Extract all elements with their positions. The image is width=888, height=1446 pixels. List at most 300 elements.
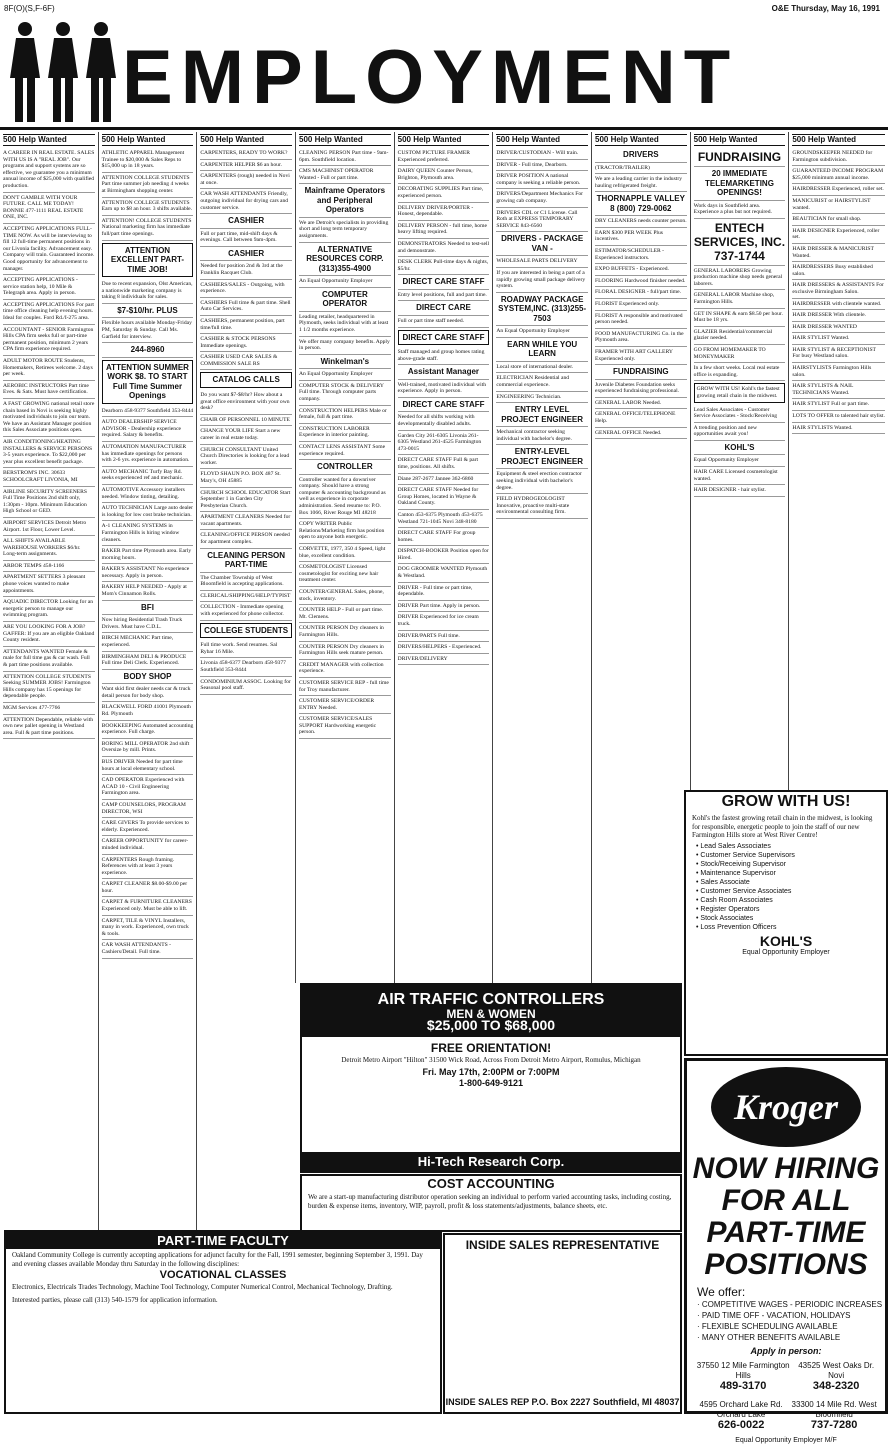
classified-ad: Work days in Southfield area. Experience a plus but not required. [694,201,786,219]
classified-ad: GET IN SHAPE & earn $8.50 per hour. Must be 18 yrs. [694,309,786,327]
classified-ad: CHANGE YOUR LIFE Start a new career in real estate today. [200,426,292,444]
classified-ad: AIRPORT SERVICES Detroit Metro Airport. 1st Floor, Lower Level. [3,518,95,536]
kroger-benefit: · COMPETITIVE WAGES - PERIODIC INCREASES [697,1300,883,1309]
classified-ad: AIR CONDITIONING/HEATING INSTALLERS & SERVICE PERSONS 3-5 years experience. To $22,000 per year plus excellent benefit package. [3,437,95,468]
folio-right: O&E Thursday, May 16, 1991 [771,4,880,13]
classified-ad: ATTENTION COLLEGE STUDENTS Part time summer job needing 4 weeks at Birmingham shopping center. [102,173,194,198]
classified-ad: HAIRSTYLISTS Farmington Hills salon. [792,363,885,381]
kroger-store-row [687,1357,885,1396]
classified-ad: CARPET & FURNITURE CLEANERS Experienced only. Must be able to lift. [102,897,194,915]
air-when: Fri. May 17th, 2:00PM or 7:00PM [422,1066,560,1077]
classified-ad: A trending position and new opportunities await you! [694,423,786,441]
classified-ad: COPY WRITER Public Relations/Marketing firm has position open to anyone both energetic. [299,519,391,544]
air-where: Detroit Metro Airport "Hilton" 31500 Wick Road, Across From Detroit Metro Airport, Romulus, Michigan [341,1056,641,1064]
classified-ad: HAIR STYLISTS Wanted. [792,423,885,435]
classified-ad: CASHIERS/SALES - Outgoing, with experience. [200,280,292,298]
classified-ad: ATTENDANTS WANTED Female & male for full time gas & car wash. Full & part time positions available. [3,647,95,672]
classified-ad: An Equal Opportunity Employer [299,276,391,288]
classified-ad: APARTMENT SETTERS 3 pleasant phone voices wanted to make appointments. [3,572,95,597]
classified-ad: DRIVERS/HELPERS - Experienced. [398,642,490,654]
classified-ad: CASHIER [200,247,292,262]
section-heading: 500 Help Wanted [792,134,885,146]
section-heading: 500 Help Wanted [595,134,687,146]
classified-ad: COMPUTER STOCK & DELIVERY Full time. Through computer parts company. [299,381,391,406]
kroger-benefits [687,1299,885,1343]
classified-ad: CUSTOM PICTURE FRAMER Experienced preferred. [398,148,490,166]
classified-ad: Flexible hours available Monday-Friday PM, Saturday & Sunday. Call Ms. Garfield for interview. [102,318,194,343]
classified-ad: BAKER'S ASSISTANT No experience necessary. Apply in person. [102,564,194,582]
kroger-store [793,1361,879,1392]
air-phone: 1-800-649-9121 [458,1077,524,1088]
classified-ad: CARPENTERS (rough) needed in Novi at once. [200,171,292,189]
classified-ad: Do you want $7-$8/hr? How about a great office environment with your own desk? [200,390,292,415]
classified-ad: Now hiring Residential Trash Truck Drivers. Must have C.D.L. [102,615,194,633]
classified-ad: DRIVER/DELIVERY [398,654,490,666]
classified-ad: COMPUTER OPERATOR [299,288,391,312]
classified-ad: CAREER OPPORTUNITY for career-minded individual. [102,836,194,854]
classified-ad: CARPENTERS Rough framing. References with at least 3 years experience. [102,855,194,880]
classified-ad: Winkelman's [299,355,391,370]
classified-ad: HAIR STYLISTS & NAIL TECHNICIANS Wanted. [792,381,885,399]
classified-ad: CAR WASH ATTENDANTS Friendly, outgoing individual for drying cars and customer service. [200,189,292,214]
kroger-store-address: 43525 West Oaks Dr. Novi [798,1361,875,1380]
classified-ad: ENGINEERING Technician. [496,392,588,404]
classified-ad: HAIR DRESSER & MANICURIST Wanted. [792,244,885,262]
kroger-store [693,1400,789,1431]
section-heading: 500 Help Wanted [694,134,786,146]
classified-ad: Lead Sales Associates - Customer Service Associates - Stock/Receiving [694,405,786,423]
classified-ad: HAIR DRESSERS & ASSISTANTS For exclusive Birmingham Salon. [792,280,885,298]
classified-ad: Equal Opportunity Employer [694,455,786,467]
classified-ad: Mainframe Operators and Peripheral Operators [299,184,391,218]
classified-ad: GUARANTEED INCOME PROGRAM $25,000 minimum annual income. [792,166,885,184]
classified-ad: EXPO BUFFETS - Experienced. [595,264,687,276]
classified-ad: CARPENTER HELPER $6 an hour. [200,160,292,172]
classified-ad: CLERICAL/SHIPPING/HELP/TYPIST [200,591,292,603]
classified-ad: ARBOR TEMPS 458-1166 [3,561,95,573]
classified-ad: HAIR STYLIST Wanted. [792,333,885,345]
air-title: AIR TRAFFIC CONTROLLERS [377,991,605,1008]
kroger-store-address: 33300 14 Mile Rd. West Bloomfield [791,1400,877,1419]
kroger-apply: Apply in person: [750,1346,822,1356]
classified-ad: DEMONSTRATORS Needed to test-sell and demonstrate. [398,239,490,257]
classified-ad: BODY SHOP [102,670,194,685]
kroger-store-phone: 489-3170 [719,1380,767,1392]
classified-ad: ATTENTION! COLLEGE STUDENTS National marketing firm has immediate full/part time openings. [102,216,194,241]
cost-text: We are a start-up manufacturing distributor operation seeking an individual to perform varied accounting tasks, including costing, burden & expense items, inventory, WIP, payroll, profit & loss statements/adjustments, balance sheets, etc. [308,1193,672,1210]
kroger-offer: We offer: [697,1285,746,1299]
classified-ad: A CAREER IN REAL ESTATE. SALES WITH US IS A "REAL JOB". Our programs and support systems are so effective, we guarantee you a minimum annual income of $25,000 with qualified production. [3,148,95,193]
classified-ad: BERSTROM'S INC. 30633 SCHOOLCRAFT LIVONIA, MI [3,468,95,486]
kohls-position: • Cash Room Associates [696,896,773,904]
classified-ad: CUSTOMER SERVICE REP - full time for Troy manufacturer. [299,678,391,696]
classified-ad: FLOYD SHAUN P.O. BOX 487 St. Mary's, OH 45885 [200,469,292,487]
faculty-title: PART-TIME FACULTY [6,1232,440,1249]
classified-ad: Full time work. Send resumes. Sal Rybar 16 Mile. [200,640,292,658]
column-2 [99,132,198,1230]
classified-ad: We offer many company benefits. Apply in person. [299,337,391,355]
classified-ad: 244-8960 [102,343,194,358]
column-8 [691,132,790,790]
classified-ad: GO FROM HOMEMAKER TO MONEYMAKER [694,345,786,363]
classified-ad: Juvenile Diabetes Foundation seeks experienced fundraising professional. [595,380,687,398]
classified-ad: FUNDRAISING [694,148,786,167]
kroger-hiring: NOW HIRING FOR ALL PART-TIME POSITIONS [692,1152,880,1281]
cost-title: COST ACCOUNTING [427,1176,555,1191]
classified-ad: CASHIER [200,214,292,229]
kohls-name: KOHL'S [759,932,813,949]
classified-ad: ENTECH SERVICES, INC. 737-1744 [694,219,786,266]
inside-footer: INSIDE SALES REP P.O. Box 2227 Southfield, MI 48037 [445,1397,680,1407]
kohls-position: • Stock/Receiving Supervisor [696,860,786,868]
classified-ad: CONSTRUCTION LABORER Experience in interior painting. [299,424,391,442]
column-7 [592,132,691,983]
kohls-title: GROW WITH US! [721,793,851,810]
classified-ad: Needed for all shifts working with developmentally disabled adults. [398,412,490,430]
classified-ad: MGM Services 477-7766 [3,703,95,715]
classified-ad: In a few short weeks. Local real estate office is expanding. [694,363,786,381]
classified-ad: HAIR STYLIST Full or part time. [792,399,885,411]
classified-ad: CASHIERS, permanent position, part time/full time. [200,316,292,334]
classified-ad: EARN $300 PER WEEK Plus incentives. [595,228,687,246]
classified-ad: CAR WASH ATTENDANTS - Cashiers/Detail. Full time. [102,940,194,958]
classified-ad: Needed for position 2nd & 3rd at the Franklin Racquet Club. [200,261,292,279]
kroger-store-phone: 626-0022 [717,1419,765,1431]
classified-ad: We are Detroit's specialists in providing short and long term temporary assignments. [299,218,391,243]
classified-ad: ACCOUNTANT - SENIOR Farmington Hills CPA firm seeks full or part-time permanent position, minimum 2 years CPA firm experience required. [3,325,95,356]
kroger-ad [684,1058,888,1444]
classified-ad: LOTS TO OFFER to talented hair stylist. [792,411,885,423]
classified-ad: ENTRY LEVEL PROJECT ENGINEER [496,403,588,427]
classified-ad: CARPENTERS, READY TO WORK? [200,148,292,160]
classified-ad: ATTENTION SUMMER WORK $8. TO START Full Time Summer Openings [102,360,194,404]
inside-sales-ad [443,1233,682,1414]
classified-ad: DECORATING SUPPLIES Part time, experienced person. [398,184,490,202]
inside-title: INSIDE SALES REPRESENTATIVE [465,1238,660,1252]
classified-ad: DRY CLEANERS needs counter person. [595,216,687,228]
section-heading: 500 Help Wanted [200,134,292,146]
column-5 [395,132,494,983]
classified-ad: CONTACT LENS ASSISTANT Some experience required. [299,442,391,460]
classified-ad: DRIVERS CDL or C1 License. Call Roth at EXPRESS TEMPORARY SERVICE 843-6560 [496,208,588,233]
classified-ad: EARN WHILE YOU LEARN [496,338,588,362]
classified-ad: DIRECT CARE [398,301,490,316]
classified-ad: Garden City 261-6305 Livonia 261-6305 Westland 261-4525 Farmington 473-0015 [398,431,490,456]
classified-ad: BIRCH MECHANIC Part time, experienced. [102,633,194,651]
faculty-voc-text: Electronics, Electricals Trades Technology, Machine Tool Technology, Computer Numerical Control, Mechanical Technology, Drafting. [12,1283,393,1291]
classified-ad: CAMP COUNSELORS, PROGRAM DIRECTOR, WSI [102,800,194,818]
kroger-stores [687,1357,885,1435]
classified-ad: DRIVER Experienced for ice cream truck. [398,612,490,630]
classified-ad: Diane 287-2677 Jannee 362-6860 [398,474,490,486]
air-orientation: FREE ORIENTATION! [430,1041,552,1055]
classified-ad: GENERAL LABORERS Growing production machine shop needs general laborers. [694,266,786,291]
folio-left: 8F(O)(S,F-6F) [4,4,55,13]
classified-ad: CATALOG CALLS [200,372,292,388]
classified-ad: BUS DRIVER Needed for part time hours at local elementary school. [102,757,194,775]
classified-ad: AEROBIC INSTRUCTORS Part time Eves. & Sats. Must have certification. [3,381,95,399]
classified-ad: CARPET CLEANER $8.00-$9.00 per hour. [102,879,194,897]
classified-ad: GENERAL OFFICE/TELEPHONE Help. [595,409,687,427]
classified-ad: CONTROLLER [299,460,391,475]
classified-ad: ESTIMATOR/SCHEDULER - Experienced instructors. [595,246,687,264]
section-heading: 500 Help Wanted [102,134,194,146]
classified-ad: Livonia 458-6377 Dearborn 458-9377 Southfield 353-8444 [200,658,292,676]
kohls-position: • Stock Associates [696,914,754,922]
classified-ad: CASHIERS Full time & part time. Shell Auto Car Services. [200,298,292,316]
classified-ad: HAIR DESIGNER Experienced, roller set. [792,226,885,244]
classified-ad: Full or part time, mid-shift days & evenings. Call between 9am-4pm. [200,229,292,247]
classified-ad: CONSTRUCTION HELPERS Male or female, full & part time. [299,406,391,424]
classified-ad: CLEANING PERSON PART-TIME [200,549,292,573]
classified-ad: BAKER Part time Plymouth area. Early morning hours. [102,546,194,564]
classified-ad: DRIVER/CUSTODIAN - Will train. [496,148,588,160]
air-sub: MEN & WOMEN [446,1007,536,1021]
section-heading: 500 Help Wanted [3,134,95,146]
classified-ad: CHURCH CONSULTANT United Church Directories is looking for a lead worker. [200,445,292,470]
classified-ad: GENERAL LABOR Needed. [595,398,687,410]
classified-ad: Want skid first dealer needs car & truck detail person for body shop. [102,684,194,702]
classified-ad: BEAUTICIAN for small shop. [792,214,885,226]
classified-ad: ARE YOU LOOKING FOR A JOB? GAFFER: If you are an eligible Oakland County resident. [3,622,95,647]
classified-ad: ADULT MOTOR ROUTE Students, Homemakers, Retirees welcome. 2 days per week. [3,356,95,381]
kohls-position: • Customer Service Associates [696,887,792,895]
people-figures-icon [10,22,120,126]
page-folio [0,0,888,18]
classified-ad: DISPATCH-BOOKER Position open for Hired. [398,546,490,564]
air-salary: $25,000 TO $68,000 [426,1017,556,1033]
classified-ad: ENTRY-LEVEL PROJECT ENGINEER [496,445,588,469]
kohls-position: • Maintenance Supervisor [696,869,776,877]
classified-ad: ACCEPTING APPLICATIONS For part time office cleaning help evening hours. Ideal for couples. Ford Rd./I-275 area. [3,300,95,325]
classified-ad: DIRECT CARE STAFF [398,330,490,346]
classified-ad: DIRECT CARE STAFF [398,398,490,413]
classified-ad: Assistant Manager [398,365,490,380]
kohls-text: Kohl's the fastest growing retail chain in the midwest, is looking for responsible, energetic people to join the staff of our new Farmington Hills store at West River Centre! [692,814,873,839]
classified-ad: DIRECT CARE STAFF For group homes. [398,528,490,546]
classified-ad: AQUADIC DIRECTOR Looking for an energetic person to manage our swimming program. [3,597,95,622]
classified-ad: $7-$10/hr. PLUS [102,304,194,319]
classified-ad: AIRLINE SECURITY SCREENERS Full Time Positions 2nd shift only, 1:30pm - 10pm. Minimum Education High School or GED. [3,487,95,518]
classified-ad: A-1 CLEANING SYSTEMS in Farmington Hills is hiring window cleaners. [102,521,194,546]
classified-ad: An Equal Opportunity Employer [496,326,588,338]
faculty-footer: Interested parties, please call (313) 540-1579 for application information. [12,1295,218,1304]
kroger-eoe: Equal Opportunity Employer M/F [735,1437,837,1444]
classified-ad: GENERAL LABOR Machine shop, Farmington Hills. [694,290,786,308]
classified-ad: AUTOMOTIVE Accessory installers needed. Window tinting, detailing. [102,485,194,503]
kroger-store-phone: 348-2320 [812,1380,860,1392]
classified-ad: COUNTER/GENERAL Sales, phone, stock, inventory. [299,587,391,605]
classified-ad: HAIRDRESSERS Busy established salon. [792,262,885,280]
kroger-store [693,1361,793,1392]
classified-ad: FLOORING Hardwood finisher needed. [595,276,687,288]
classified-ad: DELIVERY DRIVER/PORTER - Honest, dependable. [398,203,490,221]
kohls-positions [686,842,886,932]
classified-ad: HAIRDRESSER Experienced, roller set. [792,184,885,196]
classified-ad: CUSTOMER SERVICE/ORDER ENTRY Needed. [299,696,391,714]
classified-ad: Entry level positions, full and part time. [398,290,490,302]
classified-ad: BOOKKEEPING Automated accounting experience. Full charge. [102,721,194,739]
classified-ad: WHOLESALE PARTS DELIVERY [496,256,588,268]
classified-ad: BORING MILL OPERATOR 2nd shift Oversize by mill. Prints. [102,739,194,757]
classified-ad: Local store of international dealer. [496,362,588,374]
kroger-store-address: 37550 12 Mile Farmington Hills [696,1361,790,1380]
classified-ad: HAIR CARE Licensed cosmetologist wanted. [694,467,786,485]
classified-ad: KOHL'S [694,441,786,456]
classified-ad: ALTERNATIVE RESOURCES CORP. (313)355-4900 [299,243,391,277]
classified-ad: FRAMER WITH ART GALLERY Experienced only. [595,347,687,365]
kohls-position: • Loss Prevention Officers [696,923,777,931]
classified-ad: Dearborn 458-9377 Southfield 353-8444 [102,406,194,418]
classified-ad: BAKERY HELP NEEDED - Apply at Mom's Cinnamon Rolls. [102,582,194,600]
classified-ad: MANICURIST or HAIRSTYLIST wanted. [792,196,885,214]
classified-ad: GROUNDSKEEPER NEEDED for Farmington subdivision. [792,148,885,166]
classified-ad: DAIRY QUEEN Counter Person, Brighton, Plymouth area. [398,166,490,184]
classified-ad: ROADWAY PACKAGE SYSTEM,INC. (313)255-7503 [496,293,588,327]
classified-ad: CORVETTE, 1977, 350 4 Speed, light blue, excellent condition. [299,544,391,562]
classified-ad: FOOD MANUFACTURING Co. in the Plymouth area. [595,329,687,347]
kohls-ad [684,790,888,1056]
kroger-benefit: · PAID TIME OFF - VACATION, HOLIDAYS [697,1311,851,1320]
kohls-eoe: Equal Opportunity Employer [742,948,830,956]
cost-accounting-ad [300,1174,682,1232]
kroger-store-phone: 737-7280 [810,1419,858,1431]
classified-ad: AUTO DEALERSHIP SERVICE ADVISOR - Dealership experience required. Salary & benefits. [102,417,194,442]
classified-ad: CLEANING/OFFICE PERSON needed for apartment complex. [200,530,292,548]
classified-ad: ELECTRICIAN Residential and commercial experience. [496,373,588,391]
classified-ad: CASHIER & STOCK PERSONS Immediate openings. [200,334,292,352]
kohls-position: • Register Operators [696,905,760,913]
classified-ad: ATTENTION Dependable, reliable with own new pallet opening in Westland area. Full & part time positions. [3,715,95,740]
classified-ad: CONDOMINIUM ASSOC. Looking for Seasonal pool staff. [200,677,292,695]
classified-ad: The Chamber Township of West Bloomfield is accepting applications. [200,573,292,591]
classified-ad: CHURCH SCHOOL EDUCATOR Start September 1 in Garden City Presbyterian Church. [200,488,292,513]
classified-ad: CARPET, TILE & VINYL Installers, many in work. Experienced, own truck & tools. [102,916,194,941]
kroger-store-row [687,1396,885,1435]
classified-ad: Staff managed and group homes rating above-grade staff. [398,347,490,365]
classified-ad: ACCEPTING APPLICATIONS FULL-TIME NOW. As will be interviewing to fill 12 full-time permanent positions in our Livonia facility. Advancement easy. Company will train. Guaranteed income. Good opportunity for advancement to manager. [3,224,95,275]
classified-ad: CARE GIVERS To provide services to elderly. Experienced. [102,818,194,836]
classified-ad: Full or part time staff needed. [398,316,490,328]
masthead [0,18,888,130]
classified-ad: ATTENTION COLLEGE STUDENTS Earn up to $8 an hour. 3 shifts available. [102,198,194,216]
classified-ad: DRIVERS/Department Mechanics For growing cab company. [496,189,588,207]
classified-ad: Well-trained, motivated individual with experience. Apply in person. [398,380,490,398]
classified-ad: HAIR DRESSER With clientele. [792,310,885,322]
classified-ad: APARTMENT CLEANERS Needed for vacant apartments. [200,512,292,530]
column-3 [197,132,296,983]
classified-ad: Mechanical contractor seeking individual with bachelor's degree. [496,427,588,445]
classified-ad: A FAST GROWING national retail store chain based in Novi is seeking highly motivated individuals to join our team. We have an Assistant Manager position this Sales Associate positions open. [3,399,95,437]
classified-ad: DESK CLERK Pull-time days & nights, $5/hr. [398,257,490,275]
classified-ad: Leading retailer, headquartered in Plymouth, seeks individual with at least 1 1/2 months experience. [299,312,391,337]
column-4 [296,132,395,983]
classified-ad: COSMETOLOGIST Licensed cosmetologist for exciting new hair treatment center. [299,562,391,587]
classified-ad: BIRMINGHAM DELI & PRODUCE Full time Deli Clerk. Experienced. [102,652,194,670]
classified-ad: Equipment & steel erection contractor seeking individual with bachelor's degree. [496,469,588,494]
classified-ad: ATTENTION COLLEGE STUDENTS Seeking SUMMER JOBS! Farmington Hills company has 15 openings for dependable people. [3,672,95,703]
section-heading: 500 Help Wanted [299,134,391,146]
section-heading: 500 Help Wanted [398,134,490,146]
classified-ad: DRIVERS [595,148,687,163]
classified-ad: HAIRDRESSER with clientele wanted. [792,299,885,311]
classified-ad: DRIVER - Full time or part time, dependable. [398,583,490,601]
classified-ad: DIRECT CARE STAFF Needed for Group Homes, located in Wayne & Oakland County. [398,485,490,510]
classified-ad: DRIVER POSITION A national company is seeking a reliable person. [496,171,588,189]
classified-ad: FIELD HYDROGEOLOGIST Innovative, proactive multi-state environmental consulting firm. [496,494,588,519]
classified-ad: FLORAL DESIGNER - full/part time. [595,287,687,299]
classified-ad: COUNTER HELP - Full or part time. Mt. Clemens. [299,605,391,623]
air-banner: Hi-Tech Research Corp. [302,1152,680,1171]
classified-ad: CAD OPERATOR Experienced with ACAD 10 - Civil Engineering Farmington area. [102,775,194,800]
classified-ad: COUNTER PERSON Dry cleaners in Farmington Hills. [299,623,391,641]
column-9 [789,132,888,790]
classified-ad: COLLECTION - Immediate opening with experienced for phone collector. [200,602,292,620]
classified-ad: BLACKWELL FORD 41001 Plymouth Rd. Plymouth [102,702,194,720]
classified-ad: BFI [102,601,194,616]
classified-ad: Due to recent expansion, Olst American, a nationwide marketing company is taking 8 individuals for sales. [102,279,194,304]
classified-ad: FLORIST A responsible and motivated person needed. [595,311,687,329]
classified-ad: CMS MACHINIST OPERATOR Wanted - Full or part time. [299,166,391,184]
classified-ad: DOG GROOMER WANTED Plymouth & Westland. [398,564,490,582]
classified-ad: ATTENTION EXCELLENT PART-TIME JOB! [102,243,194,278]
classified-ad: HAIR DRESSER WANTED [792,322,885,334]
classified-ad: We are a leading carrier in the industry hauling refrigerated freight. [595,174,687,192]
classified-ad: COUNTER PERSON Dry cleaners in Farmington Hills seek mature person. [299,642,391,660]
classified-ad: AUTOMATION MANUFACTURER has immediate openings for persons with 2-6 yrs. experience in automation. [102,442,194,467]
classified-ad: ATHLETIC APPAREL Management Trainee to $20,000 & Sales Reps to $15,000 up in 18 years. [102,148,194,173]
kroger-benefit: · MANY OTHER BENEFITS AVAILABLE [697,1333,841,1342]
classified-ad: CHAIR OF PERSONNEL 10 MINUTE [200,415,292,427]
classified-ad: ALL SHIFTS AVAILABLE WAREHOUSE WORKERS $6/hr. Long-term assignments. [3,536,95,561]
classified-ad: DON'T GAMBLE WITH YOUR FUTURE. CALL ME TODAY! BONNIE 477-1111 REAL ESTATE ONE, INC. [3,193,95,224]
classified-ad: HAIR STYLIST & RECEPTIONIST For busy Westland salon. [792,345,885,363]
faculty-text: Oakland Community College is currently accepting applications for adjunct faculty for the Fall, 1991 semester, beginning September 3, 1991. Day and evening classes available Monday thru Saturday in the following disciplines: [12,1251,423,1268]
classified-ad: FLORIST Experienced only. [595,299,687,311]
air-traffic-ad [300,983,682,1173]
kroger-store-address: 4595 Orchard Lake Rd. Orchard Lake [699,1400,783,1419]
classified-ad: HAIR DESIGNER - hair stylist. [694,485,786,497]
classified-ad: If you are interested in being a part of a rapidly growing small package delivery system. [496,268,588,293]
section-heading: 500 Help Wanted [496,134,588,146]
classified-ad: AUTO TECHNICIAN Large auto dealer is looking for low cost brake technician. [102,503,194,521]
kohls-position: • Sales Associate [696,878,750,886]
classified-ad: FUNDRAISING [595,365,687,380]
classified-ad: THORNAPPLE VALLEY 8 (800) 729-0062 [595,192,687,216]
classified-ad: GENERAL OFFICE Needed. [595,428,687,440]
classified-ad: DRIVER/PARTS Full time. [398,631,490,643]
classified-ad: CREDIT MANAGER with collection experience. [299,660,391,678]
kohls-position: • Lead Sales Associates [696,842,771,850]
classified-ad: Controller wanted for a downriver company. Should have a strong computer & accounting background as well as experience in corporate administration. Send resume to: P.O. Box 1066, River Rouge MI 48218 [299,475,391,520]
classified-ad: DIRECT CARE STAFF [398,275,490,290]
classified-ad: CLEANING PERSON Part time - 9am-6pm. Southfield location. [299,148,391,166]
classified-ad: COLLEGE STUDENTS [200,623,292,639]
classified-ad: DELIVERY PERSON - full time, home heavy lifting required. [398,221,490,239]
classified-ad: (TRACTOR/TRAILER) [595,163,687,175]
column-6 [493,132,592,983]
classified-ad: DRIVER Part time. Apply in person. [398,601,490,613]
classified-ad: 20 IMMEDIATE TELEMARKETING OPENINGS! [694,167,786,201]
page-title: EMPLOYMENT [122,35,739,120]
classified-ad: An Equal Opportunity Employer [299,369,391,381]
classified-ad: AUTO MECHANIC Turfy Bay Rd. seeks experienced ref and mechanic. [102,467,194,485]
kroger-logo: Kroger [711,1067,861,1147]
column-1 [0,132,99,1230]
classified-ad: GLAZIER Residential/commercial glazier needed. [694,327,786,345]
classified-ad: DRIVER - Full time, Dearborn. [496,160,588,172]
classified-ad: DIRECT CARE STAFF Full & part time, positions. All shifts. [398,455,490,473]
